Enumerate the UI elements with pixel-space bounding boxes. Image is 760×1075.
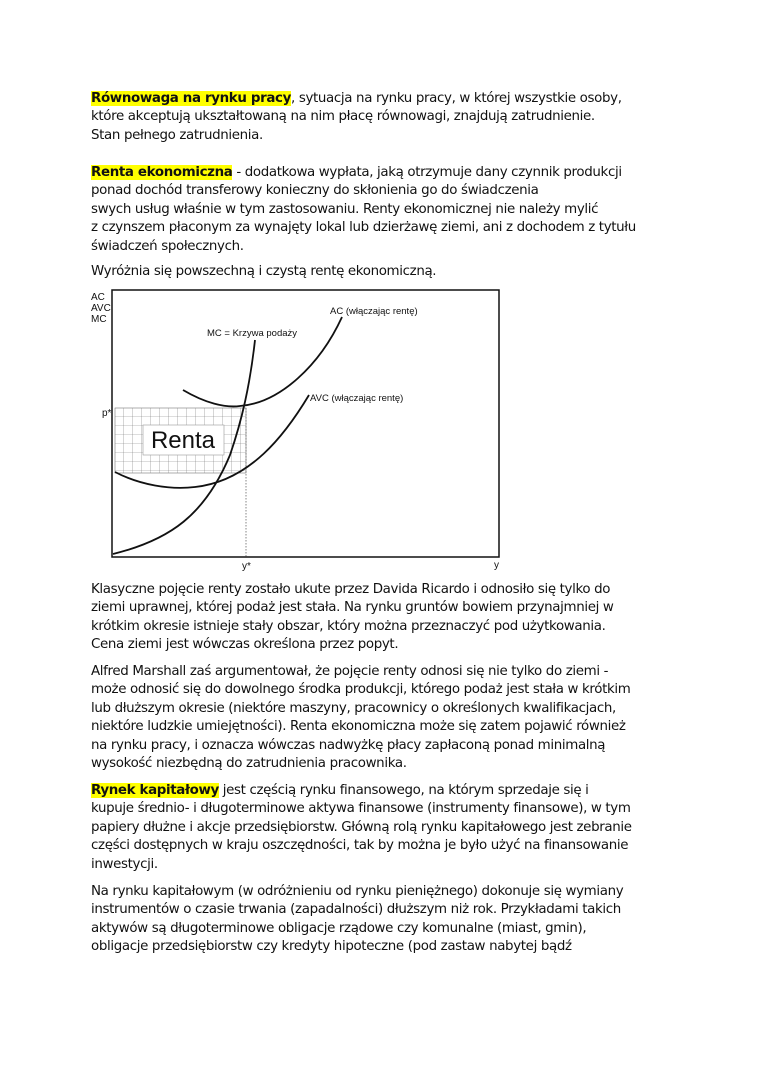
ac-curve-label: AC (włączając rentę) (330, 306, 418, 317)
quantity-label: y* (242, 561, 251, 572)
paragraph-economic-rent: Renta ekonomiczna - dodatkowa wypłata, jaką otrzymuje dany czynnik produkcji ponad dochód transferowy konieczny do skłonienia go do świadczenia swych usług właśnie w tym zastosowaniu. Renty ekonomicznej nie należy mylić z czynszem płaconym za wynajęty lokal lub dzierżawę ziemi, ani z dochodem z tytułu świadczeń społecznych. (91, 165, 636, 254)
paragraph-ricardo: Klasyczne pojęcie renty zostało ukute przez Davida Ricardo i odnosiło się tylko do ziemi uprawnej, której podaż jest stała. Na rynku gruntów bowiem przynajmniej w krótkim okresie istnieje stały obszar, który można przeznaczyć pod użytkowania. Cena ziemi jest wówczas określona przez popyt. (91, 582, 614, 653)
paragraph-labor-equilibrium: Równowaga na rynku pracy, sytuacja na rynku pracy, w której wszystkie osoby, które akceptują ukształtowaną na nim płacę równowagi, znajdują zatrudnienie. Stan pełnego zatrudnienia. (91, 91, 622, 143)
rent-diagram (80, 285, 520, 575)
y-axis-label-avc: AVC (91, 303, 111, 314)
paragraph-rent-types: Wyróżnia się powszechną i czystą rentę ekonomiczną. (91, 264, 437, 279)
highlighted-term: Równowaga na rynku pracy (91, 91, 291, 106)
highlighted-term: Rynek kapitałowy (91, 783, 219, 798)
mc-curve-label: MC = Krzywa podaży (207, 328, 298, 339)
rent-area-label: Renta (150, 427, 216, 454)
paragraph-marshall: Alfred Marshall zaś argumentował, że pojęcie renty odnosi się nie tylko do ziemi - może odnosić się do dowolnego środka produkcji, którego podaż jest stała w krótkim lub dłuższym okresie (niektóre maszyny, pracownicy o określonych kwalifikacjach, niektóre ludzkie umiejętności). Renta ekonomiczna może się zatem pojawić również na rynku pracy, i oznacza wówczas nadwyżkę płacy zapłaconą ponad minimalną wysokość niezbędną do zatrudnienia pracownika. (91, 664, 631, 772)
x-axis-label: y (494, 560, 499, 571)
paragraph-capital-market: Rynek kapitałowy jest częścią rynku finansowego, na którym sprzedaje się i kupuje średnio- i długoterminowe aktywa finansowe (instrumenty finansowe), w tym papiery dłużne i akcje przedsiębiorstw. Główną rolą rynku kapitałowego jest zebranie części dostępnych w kraju oszczędności, tak by można je było użyć na finansowanie inwestycji. (91, 783, 632, 872)
paragraph-capital-instruments: Na rynku kapitałowym (w odróżnieniu od rynku pieniężnego) dokonuje się wymiany instrumentów o czasie trwania (zapadalności) dłuższym niż rok. Przykładami takich aktywów są długoterminowe obligacje rządowe czy komunalne (miast, gmin), obligacje przedsiębiorstw czy kredyty hipoteczne (pod zastaw nabytej bądź (91, 884, 624, 955)
y-axis-label-mc: MC (91, 314, 107, 325)
highlighted-term: Renta ekonomiczna (91, 165, 233, 180)
avc-curve-label: AVC (włączając rentę) (310, 393, 404, 404)
y-axis-label-ac: AC (91, 292, 105, 303)
price-label: p* (102, 408, 112, 419)
